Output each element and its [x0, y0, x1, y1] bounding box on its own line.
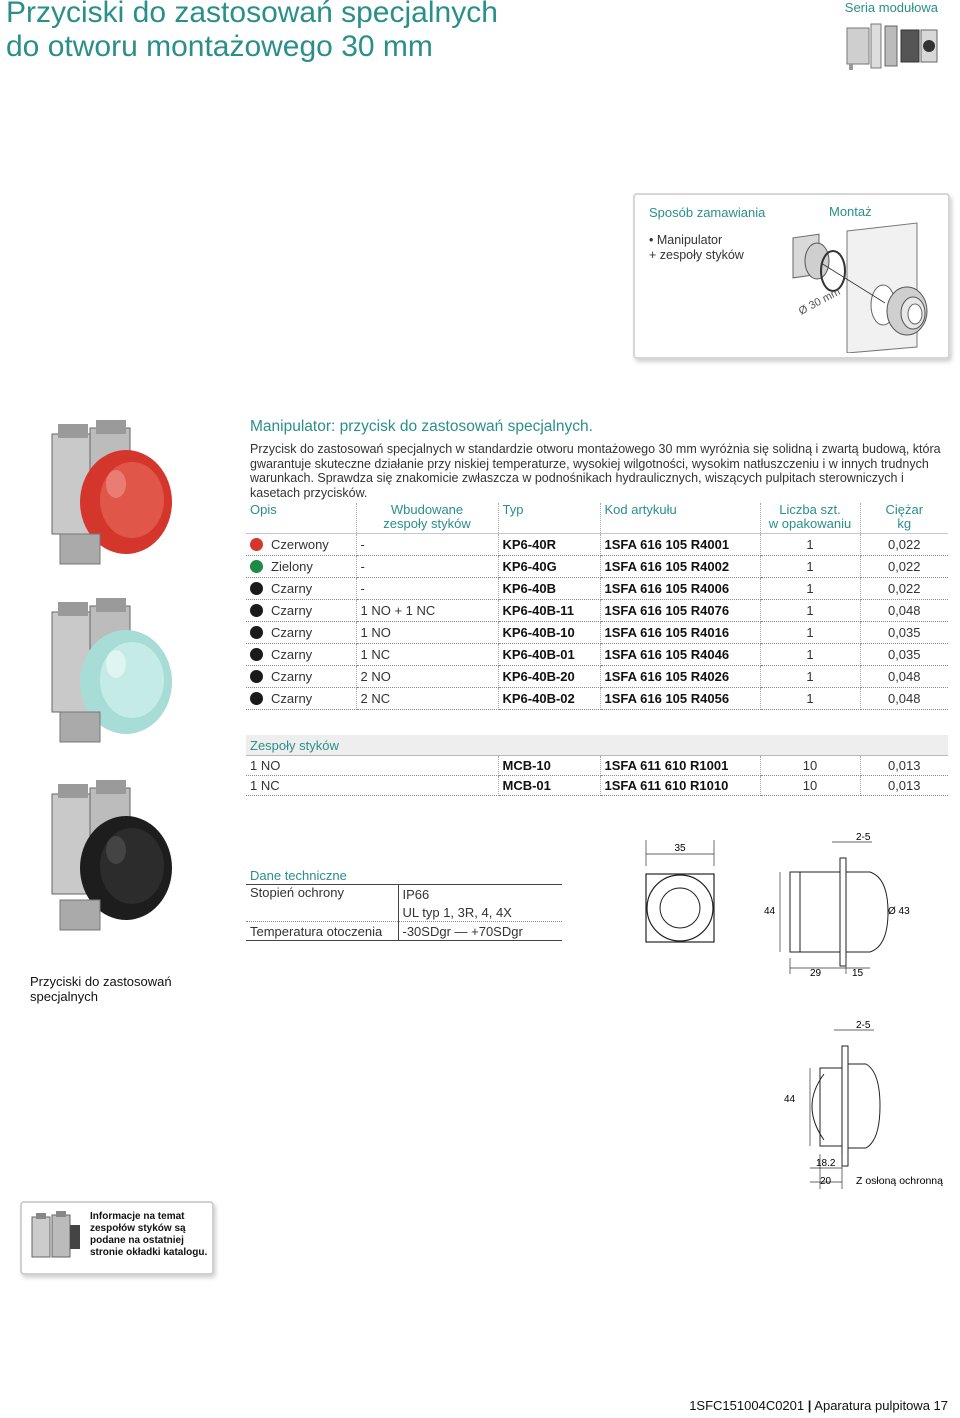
page-footer	[689, 1398, 948, 1413]
contacts-cell: 2 NC	[356, 688, 498, 710]
qty-cell: 1	[760, 688, 860, 710]
code-cell: 1SFA 611 610 R1010	[600, 776, 760, 796]
code-cell: 1SFA 616 105 R4026	[600, 666, 760, 688]
catalog-code: 1SFC151004C0201	[689, 1398, 805, 1413]
code-cell: 1SFA 616 105 R4016	[600, 622, 760, 644]
weight-cell: 0,013	[860, 756, 948, 776]
weight-cell: 0,022	[860, 534, 948, 556]
qty-cell: 1	[760, 666, 860, 688]
table-row	[246, 885, 562, 904]
weight-cell: 0,048	[860, 666, 948, 688]
ordering-item-2: + zespoły styków	[649, 248, 744, 262]
info-box	[20, 1201, 214, 1275]
code-cell: 1SFA 616 105 R4006	[600, 578, 760, 600]
type-cell: KP6-40B-02	[498, 688, 600, 710]
weight-cell: 0,013	[860, 776, 948, 796]
code-cell: 1SFA 616 105 R4076	[600, 600, 760, 622]
table-row	[246, 600, 948, 622]
table-row	[246, 578, 948, 600]
side-depth-1-label: 29	[810, 968, 822, 978]
guard-height-label: 44	[784, 1094, 796, 1105]
weight-cell: 0,035	[860, 644, 948, 666]
col-type: Typ	[498, 503, 600, 534]
side-view-drawing	[760, 828, 920, 978]
weight-cell: 0,048	[860, 600, 948, 622]
protection-value-2: UL typ 1, 3R, 4, 4X	[398, 903, 562, 922]
code-cell: 1SFA 616 105 R4001	[600, 534, 760, 556]
protection-label: Stopień ochrony	[246, 885, 398, 922]
weight-cell: 0,022	[860, 556, 948, 578]
diameter-label: Ø 30 mm	[796, 285, 843, 318]
table-row	[246, 756, 948, 776]
table-row	[246, 534, 948, 556]
table-row	[246, 776, 948, 796]
type-cell: KP6-40B-20	[498, 666, 600, 688]
product-table	[246, 503, 948, 710]
technical-data-header	[246, 866, 562, 885]
ordering-box	[633, 193, 950, 359]
qty-cell: 10	[760, 776, 860, 796]
guard-caption: Z osłoną ochronną	[856, 1175, 943, 1187]
side-height-label: 44	[764, 906, 776, 917]
product-table-header	[246, 503, 948, 534]
table-row	[246, 556, 948, 578]
mounting-diagram	[785, 219, 945, 353]
desc-cell: 1 NO	[246, 756, 498, 776]
manipulator-description: Przycisk do zastosowań specjalnych w standardzie otworu montażowego 30 mm wyróżnia się solidną i zwartą budową, która gwarantuje skuteczne działanie przy niskiej temperaturze, wysokiej wilgotności, wysokim natłuszczeniu i w innych trudnych warunkach. Sprawdza się znakomicie zwłaszcza w podnośnikach hydraulicznych, wiszących pulpitach sterowniczych i kasetach przycisków.	[250, 442, 941, 500]
desc-cell: Czerwony	[246, 534, 356, 556]
qty-cell: 1	[760, 534, 860, 556]
contact-block-image	[28, 1211, 82, 1263]
temperature-value: -30SDgr — +70SDgr	[398, 922, 562, 941]
desc-cell: Czarny	[246, 622, 356, 644]
type-cell: KP6-40B-01	[498, 644, 600, 666]
table-row	[246, 922, 562, 941]
type-cell: MCB-10	[498, 756, 600, 776]
desc-cell: Czarny	[246, 578, 356, 600]
table-row	[246, 666, 948, 688]
desc-cell: Czarny	[246, 688, 356, 710]
contacts-cell: -	[356, 556, 498, 578]
color-dot-icon	[250, 582, 263, 595]
color-dot-icon	[250, 538, 263, 551]
front-view-drawing	[636, 836, 726, 946]
ordering-item-1: • Manipulator	[649, 233, 723, 247]
caption-line-2: specjalnych	[30, 989, 98, 1004]
type-cell: KP6-40R	[498, 534, 600, 556]
contacts-cell: 2 NO	[356, 666, 498, 688]
col-code: Kod artykułu	[600, 503, 760, 534]
color-dot-icon	[250, 604, 263, 617]
type-cell: KP6-40B-10	[498, 622, 600, 644]
side-gap-label: 2-5	[856, 832, 871, 843]
info-text: Informacje na temat zespołów styków są podane na ostatniej stronie okładki katalogu.	[90, 1211, 208, 1258]
contacts-cell: -	[356, 578, 498, 600]
desc-cell: Czarny	[246, 600, 356, 622]
contact-blocks-table	[246, 735, 948, 796]
title-line-1: Przyciski do zastosowań specjalnych	[6, 0, 498, 29]
qty-cell: 10	[760, 756, 860, 776]
col-contacts: Wbudowane zespoły styków	[356, 503, 498, 534]
col-weight: Ciężar kg	[860, 503, 948, 534]
technical-data-title: Dane techniczne	[246, 866, 562, 885]
desc-cell: Zielony	[246, 556, 356, 578]
technical-data-table	[246, 866, 562, 941]
manipulator-title: Manipulator: przycisk do zastosowań specjalnych.	[250, 418, 593, 435]
weight-cell: 0,035	[860, 622, 948, 644]
guard-depth-2-label: 20	[820, 1176, 832, 1187]
protection-value-1: IP66	[402, 886, 430, 902]
color-dot-icon	[250, 560, 263, 573]
type-cell: KP6-40G	[498, 556, 600, 578]
weight-cell: 0,048	[860, 688, 948, 710]
desc-cell: 1 NC	[246, 776, 498, 796]
title-line-2: do otworu montażowego 30 mm	[6, 30, 433, 63]
temperature-label: Temperatura otoczenia	[246, 922, 398, 941]
footer-text: Aparatura pulpitowa 17	[814, 1398, 948, 1413]
front-width-label: 35	[674, 843, 686, 854]
teal-button-image	[40, 598, 190, 758]
color-dot-icon	[250, 648, 263, 661]
color-dot-icon	[250, 626, 263, 639]
code-cell: 1SFA 611 610 R1001	[600, 756, 760, 776]
type-cell: KP6-40B-11	[498, 600, 600, 622]
series-label: Seria modułowa	[844, 0, 938, 15]
color-dot-icon	[250, 692, 263, 705]
contact-blocks-header	[246, 735, 948, 756]
weight-cell: 0,022	[860, 578, 948, 600]
guard-gap-label: 2-5	[856, 1020, 871, 1031]
qty-cell: 1	[760, 644, 860, 666]
caption-line-1: Przyciski do zastosowań	[30, 974, 172, 989]
desc-cell: Czarny	[246, 666, 356, 688]
guard-view-drawing	[780, 1014, 960, 1194]
qty-cell: 1	[760, 578, 860, 600]
contacts-cell: 1 NO	[356, 622, 498, 644]
qty-cell: 1	[760, 556, 860, 578]
table-row	[246, 622, 948, 644]
modular-series-image	[845, 20, 940, 72]
ordering-title: Sposób zamawiania	[649, 205, 766, 220]
side-depth-2-label: 15	[852, 968, 864, 978]
type-cell: MCB-01	[498, 776, 600, 796]
qty-cell: 1	[760, 622, 860, 644]
product-caption	[30, 974, 230, 1004]
col-desc: Opis	[246, 503, 356, 534]
side-diameter-label: Ø 43	[888, 906, 910, 917]
color-dot-icon	[250, 670, 263, 683]
ordering-items	[649, 233, 744, 263]
page-title	[6, 0, 498, 64]
contacts-cell: 1 NO + 1 NC	[356, 600, 498, 622]
contacts-cell: 1 NC	[356, 644, 498, 666]
black-button-image	[40, 780, 190, 950]
red-button-image	[40, 420, 190, 580]
guard-depth-1-label: 18.2	[816, 1158, 836, 1169]
type-cell: KP6-40B	[498, 578, 600, 600]
footer-separator: |	[807, 1398, 812, 1413]
contacts-cell: -	[356, 534, 498, 556]
contact-blocks-title: Zespoły styków	[246, 735, 948, 756]
code-cell: 1SFA 616 105 R4056	[600, 688, 760, 710]
mounting-title: Montaż	[829, 204, 872, 219]
col-qty: Liczba szt. w opakowaniu	[760, 503, 860, 534]
code-cell: 1SFA 616 105 R4046	[600, 644, 760, 666]
table-row	[246, 688, 948, 710]
qty-cell: 1	[760, 600, 860, 622]
code-cell: 1SFA 616 105 R4002	[600, 556, 760, 578]
table-row	[246, 644, 948, 666]
desc-cell: Czarny	[246, 644, 356, 666]
